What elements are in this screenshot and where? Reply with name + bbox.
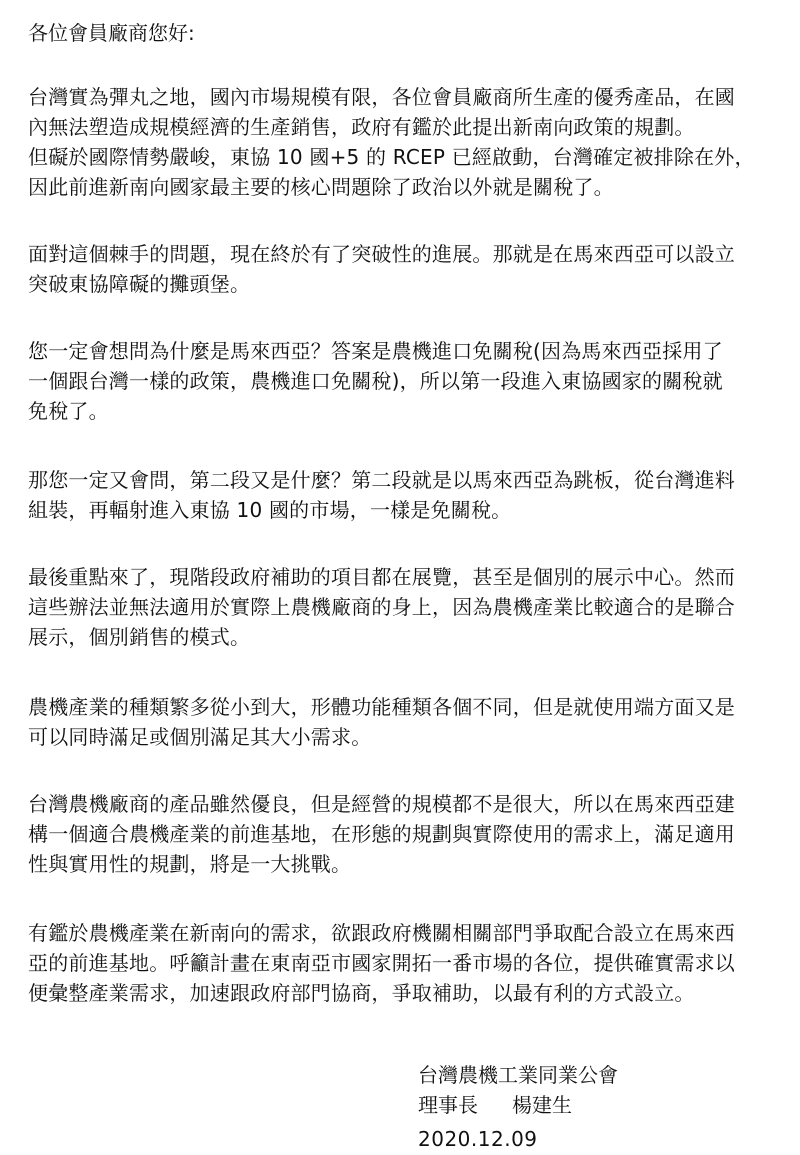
paragraph-line: 亞的前進基地。呼籲計畫在東南亞市國家開拓一番市場的各位，提供確實需求以 bbox=[28, 951, 735, 975]
signature-date: 2020.12.09 bbox=[418, 1127, 538, 1151]
signature-block bbox=[418, 1060, 618, 1154]
paragraph-line: 台灣農機廠商的產品雖然優良，但是經營的規模都不是很大，所以在馬來西亞建 bbox=[28, 792, 735, 816]
paragraph-line: 構一個適合農機產業的前進基地，在形態的規劃與實際使用的需求上，滿足適用 bbox=[28, 822, 735, 846]
paragraph-line: 這些辦法並無法適用於實際上農機廠商的身上，因為農機產業比較適合的是聯合 bbox=[28, 595, 735, 619]
signature-name: 楊建生 bbox=[512, 1093, 572, 1117]
paragraph-6 bbox=[28, 692, 772, 752]
paragraph-line: 組裝，再輻射進入東協 10 國的市場，一樣是免關稅。 bbox=[28, 498, 512, 522]
signature-title-name bbox=[418, 1090, 618, 1120]
paragraph-line: 展示，個別銷售的模式。 bbox=[28, 625, 251, 649]
paragraph-4 bbox=[28, 465, 772, 525]
paragraph-line: 免稅了。 bbox=[28, 399, 109, 423]
paragraph-line: 台灣實為彈丸之地，國內市場規模有限，各位會員廠商所生產的優秀產品，在國 bbox=[28, 85, 735, 109]
paragraph-line: 一個跟台灣一樣的政策，農機進口免關稅)，所以第一段進入東協國家的關稅就 bbox=[28, 369, 723, 393]
paragraph-5 bbox=[28, 562, 772, 652]
paragraph-line: 但礙於國際情勢嚴峻，東協 10 國+5 的 RCEP 已經啟動，台灣確定被排除在外， bbox=[28, 145, 755, 169]
paragraph-line: 可以同時滿足或個別滿足其大小需求。 bbox=[28, 725, 372, 749]
paragraph-line: 突破東協障礙的攤頭堡。 bbox=[28, 272, 251, 296]
paragraph-2 bbox=[28, 239, 772, 299]
paragraph-line: 最後重點來了，現階段政府補助的項目都在展覽，甚至是個別的展示中心。然而 bbox=[28, 565, 735, 589]
paragraph-8 bbox=[28, 918, 772, 1008]
paragraph-line: 有鑑於農機產業在新南向的需求，欲跟政府機關相關部門爭取配合設立在馬來西 bbox=[28, 921, 735, 945]
letter-greeting: 各位會員廠商您好: bbox=[28, 21, 195, 45]
paragraph-3 bbox=[28, 336, 772, 426]
paragraph-line: 內無法塑造成規模經濟的生產銷售，政府有鑑於此提出新南向政策的規劃。 bbox=[28, 115, 695, 139]
paragraph-line: 便彙整產業需求，加速跟政府部門協商，爭取補助，以最有利的方式設立。 bbox=[28, 981, 695, 1005]
paragraph-line: 農機產業的種類繁多從小到大，形體功能種類各個不同，但是就使用端方面又是 bbox=[28, 695, 735, 719]
paragraph-line: 性與實用性的規劃，將是一大挑戰。 bbox=[28, 852, 352, 876]
signature-organization: 台灣農機工業同業公會 bbox=[418, 1063, 618, 1087]
signature-title: 理事長 bbox=[418, 1093, 478, 1117]
paragraph-line: 您一定會想問為什麼是馬來西亞？答案是農機進口免關稅(因為馬來西亞採用了 bbox=[28, 339, 723, 363]
paragraph-line: 因此前進新南向國家最主要的核心問題除了政治以外就是關稅了。 bbox=[28, 175, 614, 199]
paragraph-1 bbox=[28, 82, 772, 202]
paragraph-7 bbox=[28, 789, 772, 879]
paragraph-line: 那您一定又會問，第二段又是什麼？第二段就是以馬來西亞為跳板，從台灣進料 bbox=[28, 468, 735, 492]
paragraph-line: 面對這個棘手的問題，現在終於有了突破性的進展。那就是在馬來西亞可以設立 bbox=[28, 242, 735, 266]
